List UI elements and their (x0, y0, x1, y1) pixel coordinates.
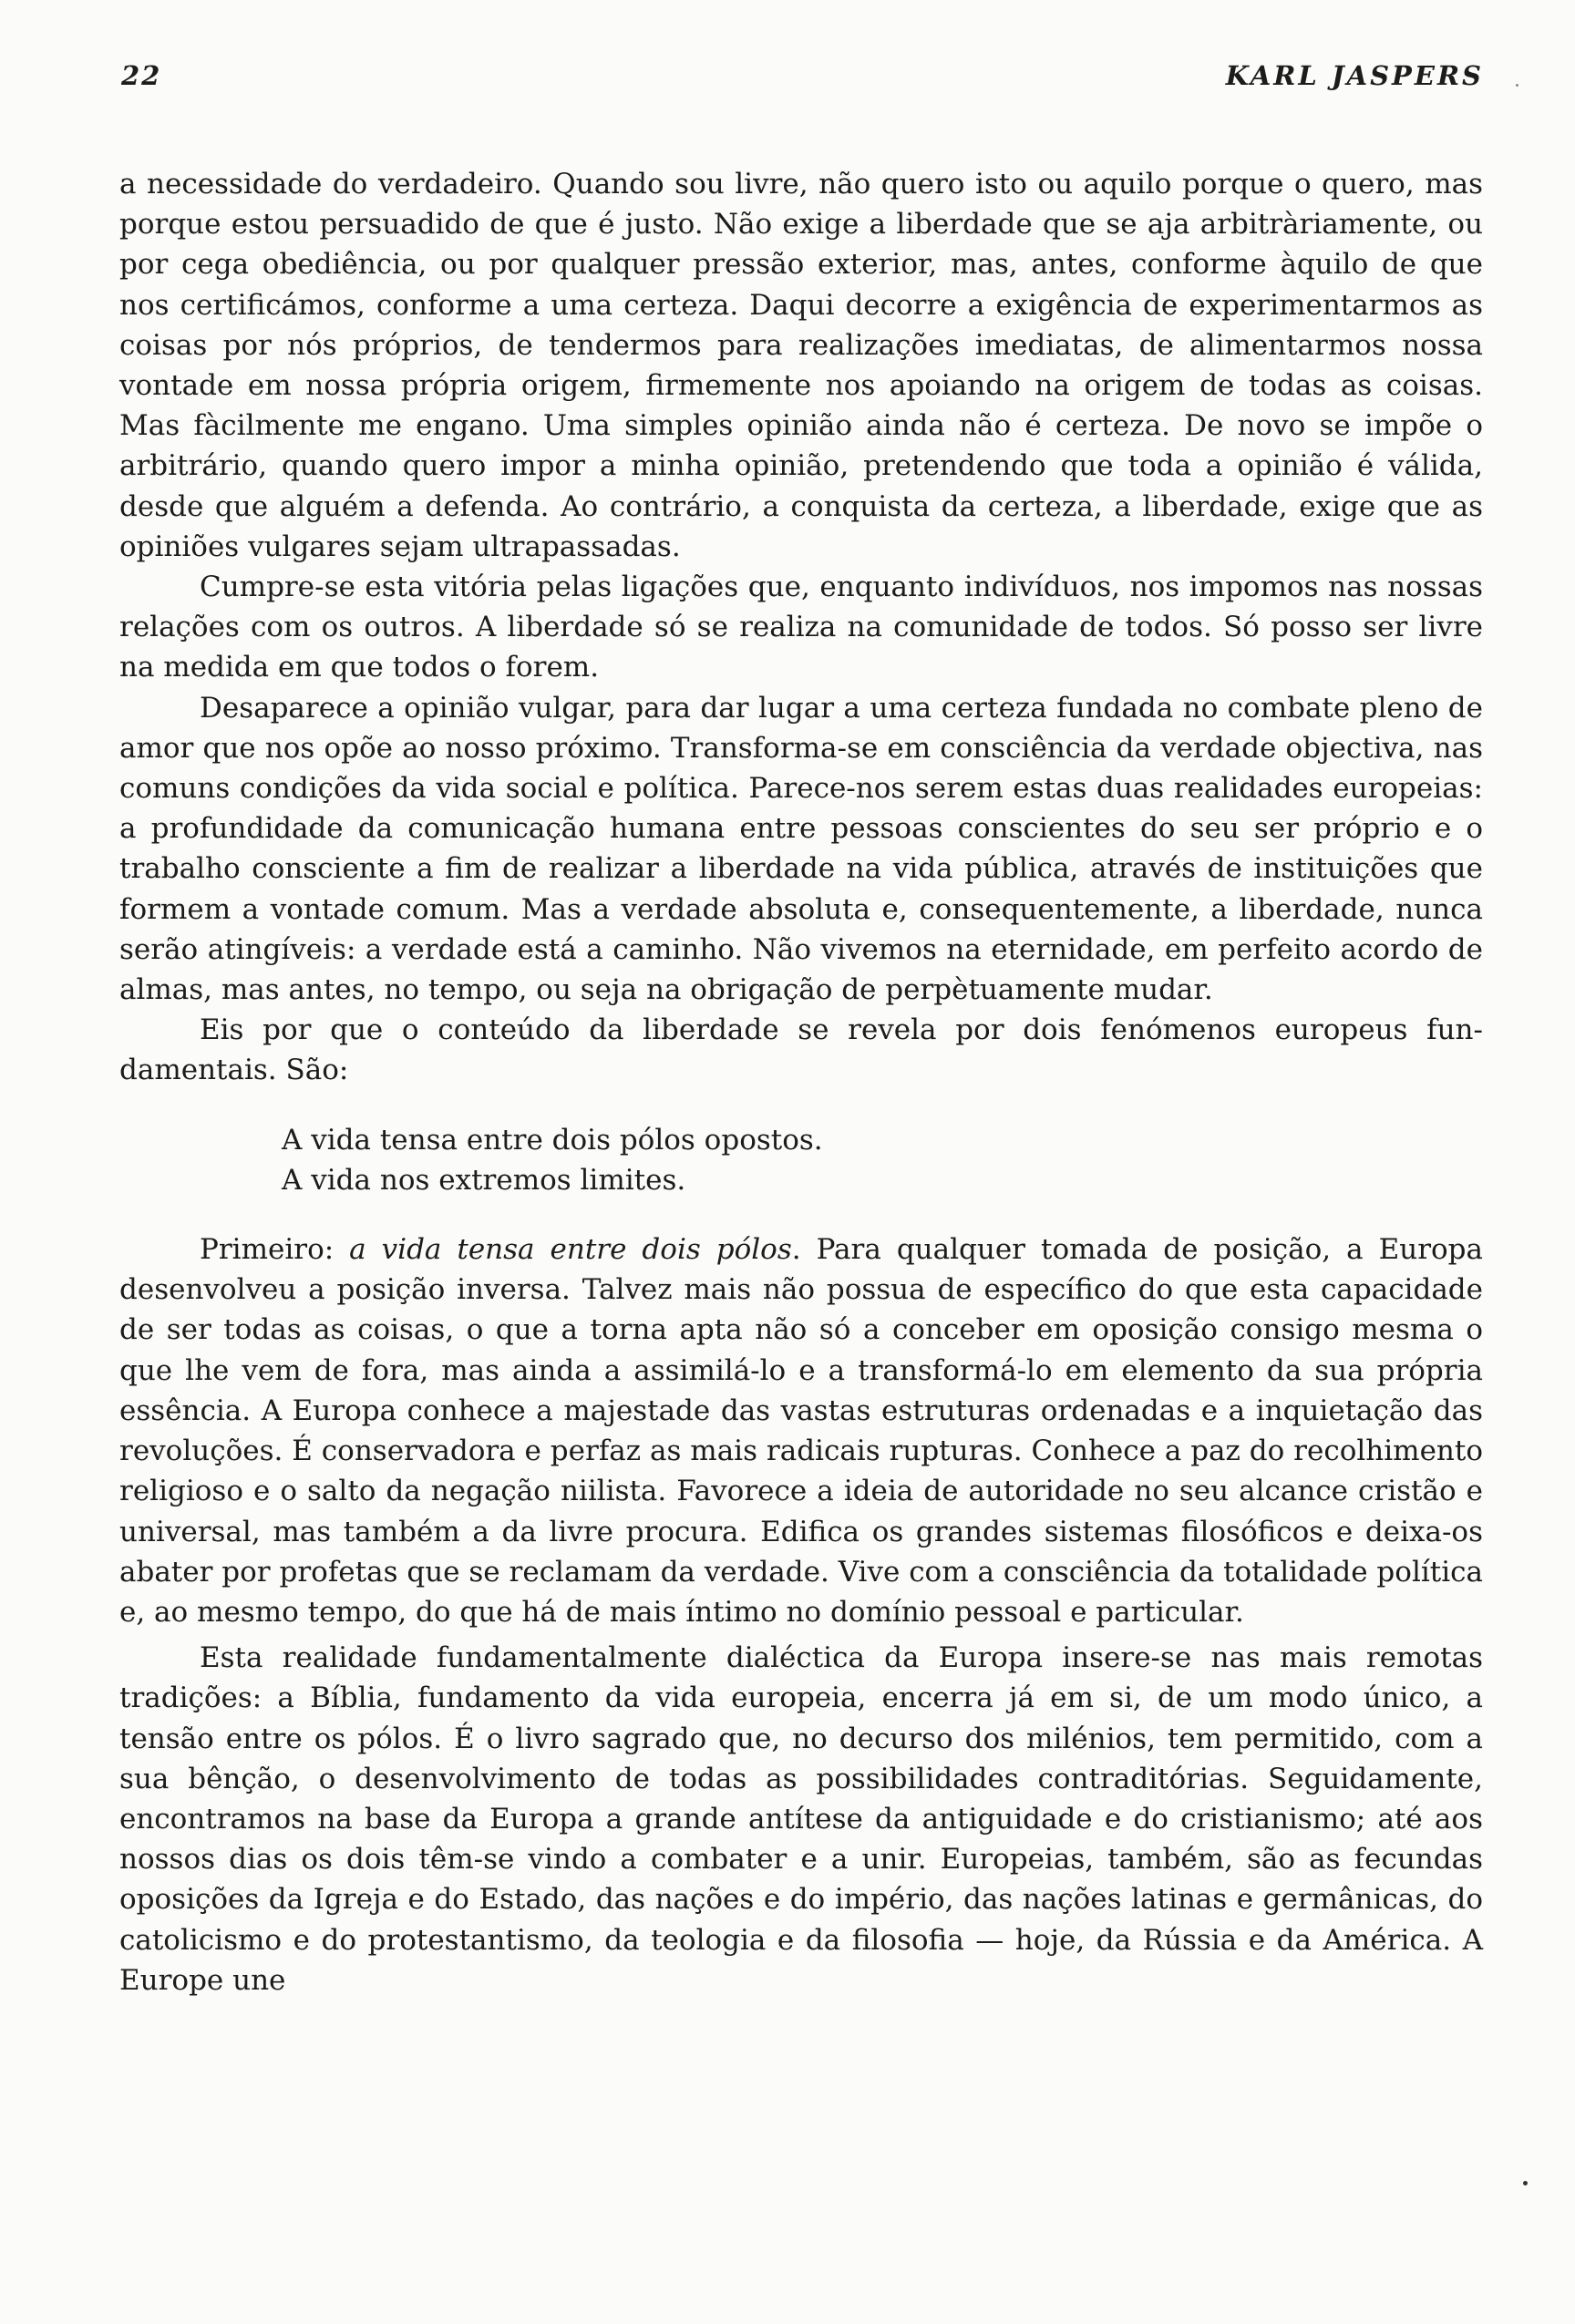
paragraph: Esta realidade fundamentalmente dialéctica da Europa insere-se nas mais remotas tradições: a Bíblia, fundamento da vida europeia, encerra já em si, de um modo único, a tensão entre os pólos. É o livro sagrado que, no decurso dos milénios, tem permitido, com a sua bênção, o desenvolvimento de todas as possibilidades contraditórias. Seguidamente, encontramos na base da Europa a grande antítese da antiguidade e do cristianismo; até aos nossos dias os dois têm-se vindo a combater e a unir. Europeias, também, são as fecundas oposições da Igreja e do Estado, das nações e do império, das nações latinas e germânicas, do catolicismo e do protestantismo, da teologia e da filosofia — hoje, da Rússia e da América. A Europe une (119, 1641, 1483, 1997)
paragraph: a necessidade do verdadeiro. Quando sou livre, não quero isto ou aquilo porque o quero, mas porque estou persuadido de que é justo. Não exige a liberdade que se aja arbitràriamente, ou por cega obediência, ou por qualquer pressão exterior, mas, antes, conforme àquilo de que nos certificámos, conforme a uma certeza. Daqui decorre a exigência de experimentarmos as coisas por nós próprios, de tendermos para realizações imediatas, de alimentarmos nossa vontade em nossa própria origem, firmemente nos apoiando na origem de todas as coisas. Mas fàcilmente me engano. Uma simples opinião ainda não é certeza. De novo se impõe o arbitrário, quando quero impor a minha opinião, pretendendo que toda a opinião é válida, desde que alguém a defenda. Ao contrário, a conquista da certeza, a liberdade, exige que as opiniões vulgares sejam ultrapassadas. (119, 168, 1483, 563)
list-item: A vida tensa entre dois pólos opostos. (282, 1123, 823, 1157)
body-text (119, 164, 1483, 2000)
margin-mark (1516, 84, 1518, 87)
section-body: . Para qualquer tomada de posição, a Europa desenvolveu a posição inversa. Talvez mais não possua de específico do que esta capacidade de ser todas as coisas, o que a torna apta não só a conceber em oposição consigo mesma o que lhe vem de fora, mas ainda a assimilá-lo e a transformá-lo em elemento da sua própria essência. A Europa conhece a majestade das vastas estruturas ordenadas e a inquietação das revoluções. É conservadora e perfaz as mais radicais rupturas. Conhece a paz do recolhimento religioso e o salto da negação niilista. Favorece a ideia de autoridade no seu alcance cristão e universal, mas também a da livre procura. Edifica os grandes sistemas filosóficos e deixa-os abater por profetas que se reclamam da verdade. Vive com a consciência da totalidade política e, ao mesmo tempo, do que há de mais íntimo no domínio pessoal e particular. (119, 1233, 1484, 1629)
page-number: 22 (121, 60, 162, 91)
paragraph: Eis por que o conteúdo da liberdade se revela por dois fenómenos europeus fundamentais. São: (119, 1013, 1483, 1087)
margin-mark (1523, 2181, 1528, 2185)
list-item: A vida nos extremos limites. (282, 1163, 686, 1197)
page-header (121, 60, 1484, 104)
section-italic-phrase: a vida tensa entre dois pólos (349, 1233, 792, 1267)
enumerated-list (282, 1120, 1483, 1200)
section-lead: Primeiro: (200, 1233, 350, 1267)
paragraph: Cumpre-se esta vitória pelas ligações que, enquanto indivíduos, nos impomos nas nossas relações com os outros. A liberdade só se realiza na comunidade de todos. Só posso ser livre na medida em que todos o forem. (119, 571, 1483, 684)
section-paragraph (119, 1229, 1483, 1632)
paragraph: Desaparece a opinião vulgar, para dar lugar a uma certeza fundada no combate pleno de amor que nos opõe ao nosso próximo. Transforma-se em consciência da verdade objectiva, nas comuns condições da vida social e política. Parece-nos serem estas duas realidades europeias: a profundidade da comunicação humana entre pessoas conscientes do seu ser próprio e o trabalho consciente a fim de realizar a liberdade na vida pública, através de instituições que formem a vontade comum. Mas a verdade absoluta e, consequentemente, a liberdade, nunca serão atingíveis: a verdade está a caminho. Não vivemos na eternidade, em perfeito acordo de almas, mas antes, no tempo, ou seja na obrigação de perpètuamente mudar. (119, 691, 1483, 1007)
running-head: KARL JASPERS (1225, 60, 1484, 91)
